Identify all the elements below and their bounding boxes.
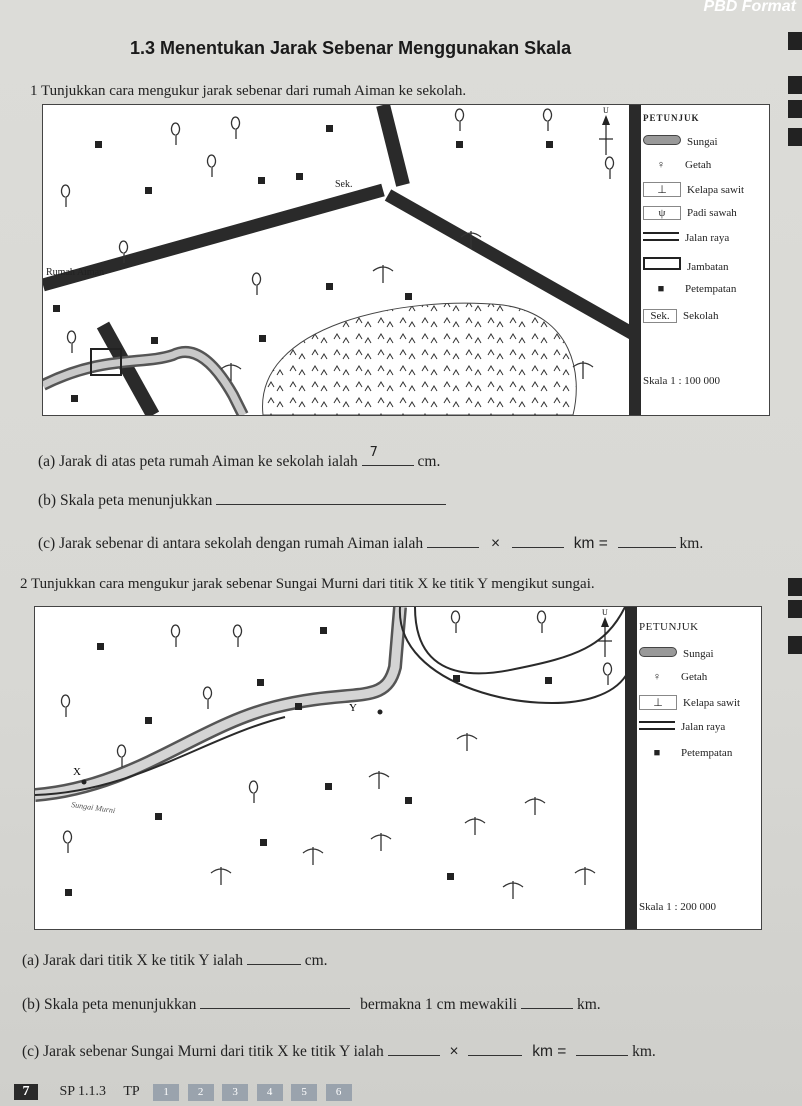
q2-legend-item: ⊥ Kelapa sawit [639,695,740,710]
sidebar-tab [788,76,802,94]
q2-legend-item: ♀ Getah [639,671,707,683]
q1-legend-item: ψ Padi sawah [643,206,737,220]
q1-b: (b) Skala peta menunjukkan [38,490,446,510]
q2-b-blank-1[interactable] [200,994,350,1009]
tp-label: TP [123,1084,140,1099]
q2-x-label: X [73,766,81,778]
footer [14,1084,357,1101]
q1-legend-title: PETUNJUK [643,113,700,123]
river [35,607,400,795]
q1-school-label: Sek. [335,179,353,190]
q2-legend-item: Jalan raya [639,721,725,733]
tp-level[interactable]: 4 [257,1084,283,1101]
tp-level[interactable]: 6 [326,1084,352,1101]
q1-legend-item: ■ Petempatan [643,283,736,295]
q1-a: (a) Jarak di atas peta rumah Aiman ke sekolah ialah 7 cm. [38,445,441,470]
q1-a-blank[interactable] [362,445,414,466]
road-icon [639,721,675,730]
q2-north: U [602,608,608,617]
q1-legend-item: Jambatan [643,257,729,273]
tp-level[interactable]: 3 [222,1084,248,1101]
q2-c-blank-1[interactable] [388,1041,440,1056]
sidebar-tab [788,600,802,618]
compass-icon [598,617,612,657]
q2-scale: Skala 1 : 200 000 [639,901,716,913]
sidebar-tab [788,128,802,146]
q1-prompt: 1 Tunjukkan cara mengukur jarak sebenar dari rumah Aiman ke sekolah. [30,83,467,99]
q1-c-blank-2[interactable] [512,533,564,548]
sidebar-tab [788,578,802,596]
river-icon [643,135,681,145]
q2-b-blank-2[interactable] [521,994,573,1009]
road [103,325,153,415]
q1-c-blank-3[interactable] [618,533,676,548]
compass-icon [599,115,613,155]
q2-river-label: Sungai Murni [70,800,116,816]
palm-tree-icon: ⊥ [639,695,677,710]
q1-legend-item: Sungai [643,135,718,148]
q2-c-blank-3[interactable] [576,1041,628,1056]
q2-c: (c) Jarak sebenar Sungai Murni dari titik X ke titik Y ialah × km = km. [22,1043,656,1060]
road-icon [643,232,679,241]
q2-b: (b) Skala peta menunjukkan bermakna 1 cm mewakili km. [22,996,601,1013]
sp-code: SP 1.1.3 [59,1084,107,1099]
q2-c-blank-2[interactable] [468,1041,522,1056]
padi-icon: ψ [643,206,681,220]
river-bank [415,607,625,673]
q2-map [34,606,762,930]
q1-b-blank[interactable] [216,490,446,505]
palm-tree-icon: ⊥ [643,182,681,197]
q1-house-label: Rumah Aiman [46,267,105,278]
page-number: 7 [14,1084,38,1100]
sidebar-tab [788,636,802,654]
sidebar-tab [788,100,802,118]
road [383,105,403,185]
bridge-icon [643,257,681,270]
q1-c: (c) Jarak sebenar di antara sekolah dengan rumah Aiman ialah × km = km. [38,535,704,552]
rubber-tree-icon: ♀ [652,671,662,683]
tp-level[interactable]: 5 [291,1084,317,1101]
q2-a-blank[interactable] [247,950,301,965]
corner-header: PBD Format [703,0,796,15]
q1-legend-item: Jalan raya [643,232,729,244]
q1-legend-item: Sek. Sekolah [643,309,718,323]
settlement-icon: ■ [657,283,665,295]
q1-north: U [603,106,609,115]
settlement-icon: ■ [653,747,661,759]
q1-legend-item: ⊥ Kelapa sawit [643,182,744,197]
q1-legend-item: ♀ Getah [643,159,711,171]
padi-area [263,303,577,415]
section-title: 1.3 Menentukan Jarak Sebenar Menggunakan Skala [130,38,572,58]
q2-legend-item: ■ Petempatan [639,747,732,759]
sidebar-tab [788,32,802,50]
q2-legend-item: Sungai [639,647,714,660]
q2-a: (a) Jarak dari titik X ke titik Y ialah cm. [22,952,328,969]
q1-a-answer: 7 [369,445,378,460]
tp-level[interactable]: 1 [153,1084,179,1101]
rubber-trees [62,611,612,853]
q2-legend-title: PETUNJUK [639,621,699,633]
point-y [378,710,383,715]
palm-trees [211,733,595,899]
q1-scale: Skala 1 : 100 000 [643,375,720,387]
q1-map [42,104,770,416]
school-icon: Sek. [643,309,677,323]
q2-prompt: 2 Tunjukkan cara mengukur jarak sebenar Sungai Murni dari titik X ke titik Y mengikut sungai. [20,576,595,592]
q2-y-label: Y [349,702,357,714]
point-x [82,780,87,785]
river-bank [400,607,632,703]
river-icon [639,647,677,657]
q1-c-blank-1[interactable] [427,533,479,548]
rubber-tree-icon: ♀ [656,159,666,171]
tp-level[interactable]: 2 [188,1084,214,1101]
